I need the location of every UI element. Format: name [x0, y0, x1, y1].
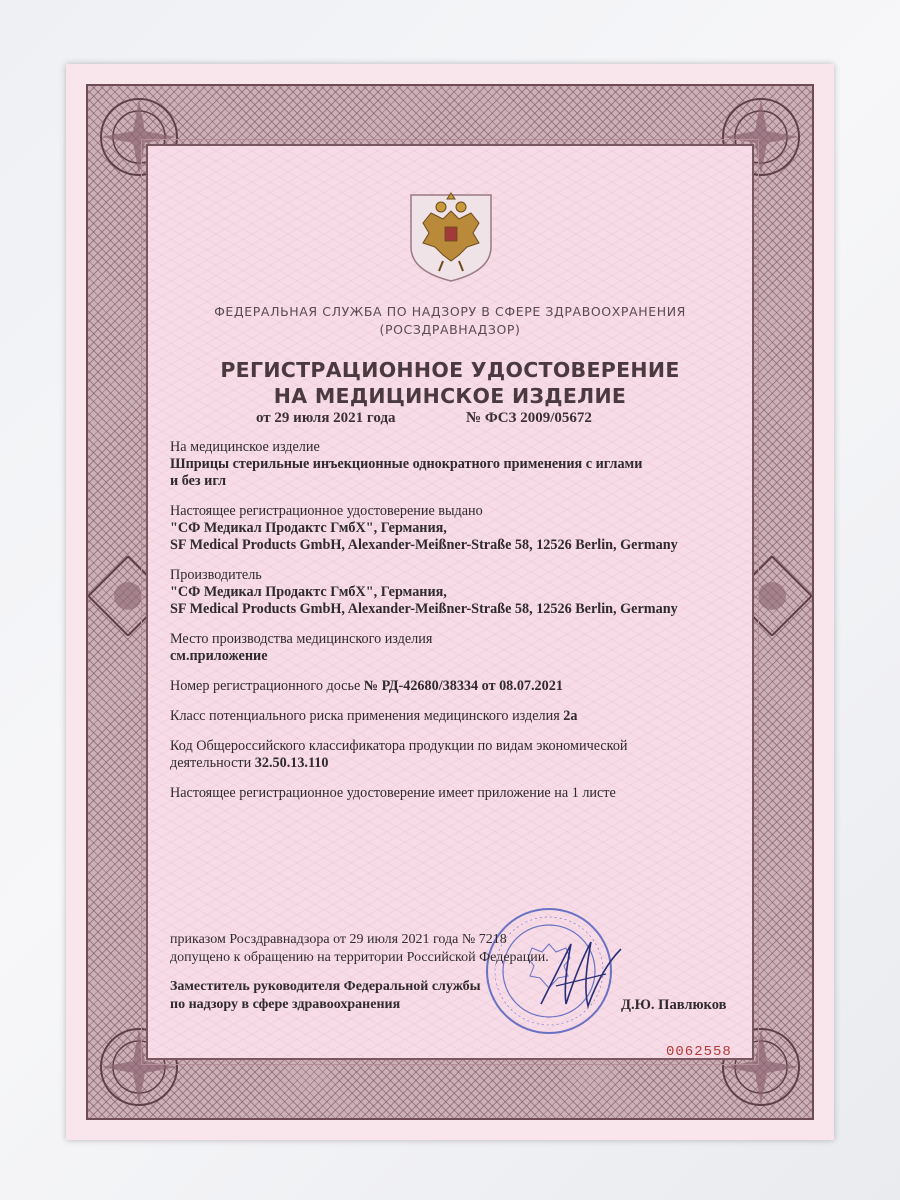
device-name-line: и без игл — [170, 473, 227, 489]
dossier-label: Номер регистрационного досье — [170, 678, 361, 694]
issued-to-line: "СФ Медикал Продактс ГмбХ", Германия, — [170, 520, 447, 536]
coat-of-arms-icon — [403, 189, 499, 285]
document-subtitle: НА МЕДИЦИНСКОЕ ИЗДЕЛИЕ — [273, 384, 627, 408]
device-label: На медицинское изделие — [170, 439, 320, 455]
agency-name: ФЕДЕРАЛЬНАЯ СЛУЖБА ПО НАДЗОРУ В СФЕРЕ ЗДРАВООХРАНЕНИЯ — [214, 304, 686, 319]
device-name-line: Шприцы стерильные инъекционные однократного применения с иглами — [170, 456, 643, 472]
manufacturer-line: SF Medical Products GmbH, Alexander-Meißner-Straße 58, 12526 Berlin, Germany — [170, 601, 678, 617]
manufacturer-label: Производитель — [170, 567, 262, 583]
serial-number: 0062558 — [666, 1044, 732, 1060]
okp-row — [170, 755, 750, 772]
agency-abbreviation: (РОСЗДРАВНАДЗОР) — [379, 322, 521, 337]
dossier-value: № РД-42680/38334 от 08.07.2021 — [363, 678, 563, 694]
okp-label-tail: деятельности — [170, 755, 252, 771]
production-place-label: Место производства медицинского изделия — [170, 631, 433, 647]
admission-statement: допущено к обращению на территории Российской Федерации. — [170, 950, 549, 965]
document-title: РЕГИСТРАЦИОННОЕ УДОСТОВЕРЕНИЕ — [220, 358, 680, 382]
certificate-content — [66, 64, 834, 1140]
signatory-position: по надзору в сфере здравоохранения — [170, 997, 401, 1012]
certificate-body — [170, 439, 750, 802]
signature-icon — [536, 934, 626, 1014]
signatory-name: Д.Ю. Павлюков — [621, 997, 727, 1013]
okp-label: Код Общероссийского классификатора продукции по видам экономической — [170, 738, 628, 754]
risk-class-value: 2а — [563, 708, 578, 724]
risk-class-label: Класс потенциального риска применения медицинского изделия — [170, 708, 560, 724]
okp-code: 32.50.13.110 — [254, 755, 329, 771]
issued-label: Настоящее регистрационное удостоверение выдано — [170, 503, 483, 519]
certificate-number: № ФСЗ 2009/05672 — [466, 410, 592, 426]
dossier-row — [170, 678, 750, 695]
risk-class-row — [170, 708, 750, 725]
signatory-position: Заместитель руководителя Федеральной службы — [170, 979, 481, 994]
issued-to-line: SF Medical Products GmbH, Alexander-Meißner-Straße 58, 12526 Berlin, Germany — [170, 537, 678, 553]
certificate-date: от 29 июля 2021 года — [256, 410, 396, 426]
certificate-sheet — [66, 64, 834, 1140]
order-reference: приказом Росздравнадзора от 29 июля 2021 года № 7218 — [170, 932, 507, 947]
appendix-note: Настоящее регистрационное удостоверение имеет приложение на 1 листе — [170, 785, 616, 801]
manufacturer-line: "СФ Медикал Продактс ГмбХ", Германия, — [170, 584, 447, 600]
production-place-value: см.приложение — [170, 648, 268, 664]
